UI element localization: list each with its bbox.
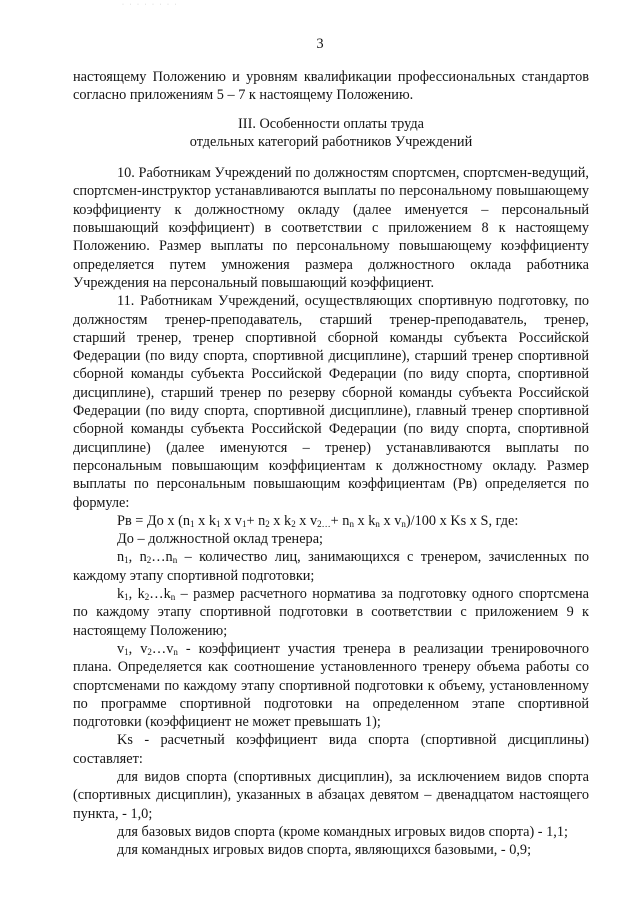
page-number: 3 [316,36,324,52]
paragraph-10: 10. Работникам Учреждений по должностям спортсмен, спортсмен-ведущий, спортсмен-инструктор устанавливаются выплаты по персональному повышающему коэффициенту к должностному окладу (далее именуется – персональный повышающий коэффициент) в соответствии с приложением 8 к настоящему Положению. Размер выплаты по персональному повышающему коэффициенту определяется путем умножения размера должностного оклада работника Учреждения на персональный повышающий коэффициент. [73,165,589,291]
section-title-line2: отдельных категорий работников Учреждений [189,133,473,150]
k-definition: $k_1$, $k_2\dots k_n$ – размер расчетного норматива за подготовку одного спортсмена по каждому этапу спортивной подготовки в соответствии с приложением 9 к настоящему Положению; [73,586,589,639]
ks-item: для видов спорта (спортивных дисциплин), за исключением видов спорта (спортивных дисциплин), указанных в абзацах девятом – двенадцатом настоящего пункта, - 1,0; [73,768,589,822]
document-body [73,68,589,859]
ks-item: для базовых видов спорта (кроме командных игровых видов спорта) - 1,1; [117,823,568,840]
ks-item: для командных игровых видов спорта, являющихся базовыми, - 0,9; [117,842,532,859]
n-definition: $n_1$, $n_2\dots n_n$ – количество лиц, занимающихся с тренером, зачисленных по каждому этапу спортивной подготовки; [73,549,589,584]
scan-artifact: · · · · · · · · [122,2,179,8]
paragraph-11: 11. Работникам Учреждений, осуществляющих спортивную подготовку, по должностям тренер-преподаватель, старший тренер-преподаватель, тренер, старший тренер, тренер спортивной сборной команды субъекта Российской Федерации (по виду спорта, спортивной дисциплине), старший тренер спортивной сборной команды субъекта Российской Федерации (по виду спорта, спортивной дисциплине), старший тренер по резерву сборной команды субъекта Российской Федерации (по виду спорта, спортивной дисциплине), главный тренер спортивной сборной команды субъекта Российской Федерации (по виду спорта, спортивной дисциплине) (далее именуются – тренер) устанавливаются выплаты по персональным повышающим коэффициентам к должностному окладу. Размер выплаты по персональным повышающим коэффициентам (Рв) определяется по формуле: [73,293,589,511]
formula: Рв = До х ($n_1$ х $k_1$ х $v_1+ n_2$ х $k_2$ х $v_{2\dots}+ n_n$ х $k_n$ х $v_n)/100$ х Ks х S, где: [117,512,519,529]
do-definition: До – должностной оклад тренера; [117,531,324,548]
ks-definition: Ks - расчетный коэффициент вида спорта (спортивной дисциплины) составляет: [73,732,589,767]
section-heading [73,115,589,152]
section-title-line1: III. Особенности оплаты труда [238,115,424,132]
intro-paragraph: настоящему Положению и уровням квалификации профессиональных стандартов согласно приложениям 5 – 7 к настоящему Положению. [73,69,589,104]
v-definition: $v_1$, $v_2\dots v_n$ - коэффициент участия тренера в реализации тренировочного плана. Определяется как соотношение установленного тренеру объема работы со спортсменами по каждому этапу спортивной подготовки к объему, установленному по программе спортивной подготовки на определенном этапе спортивной подготовки (коэффициент не может превышать 1); [73,640,589,731]
